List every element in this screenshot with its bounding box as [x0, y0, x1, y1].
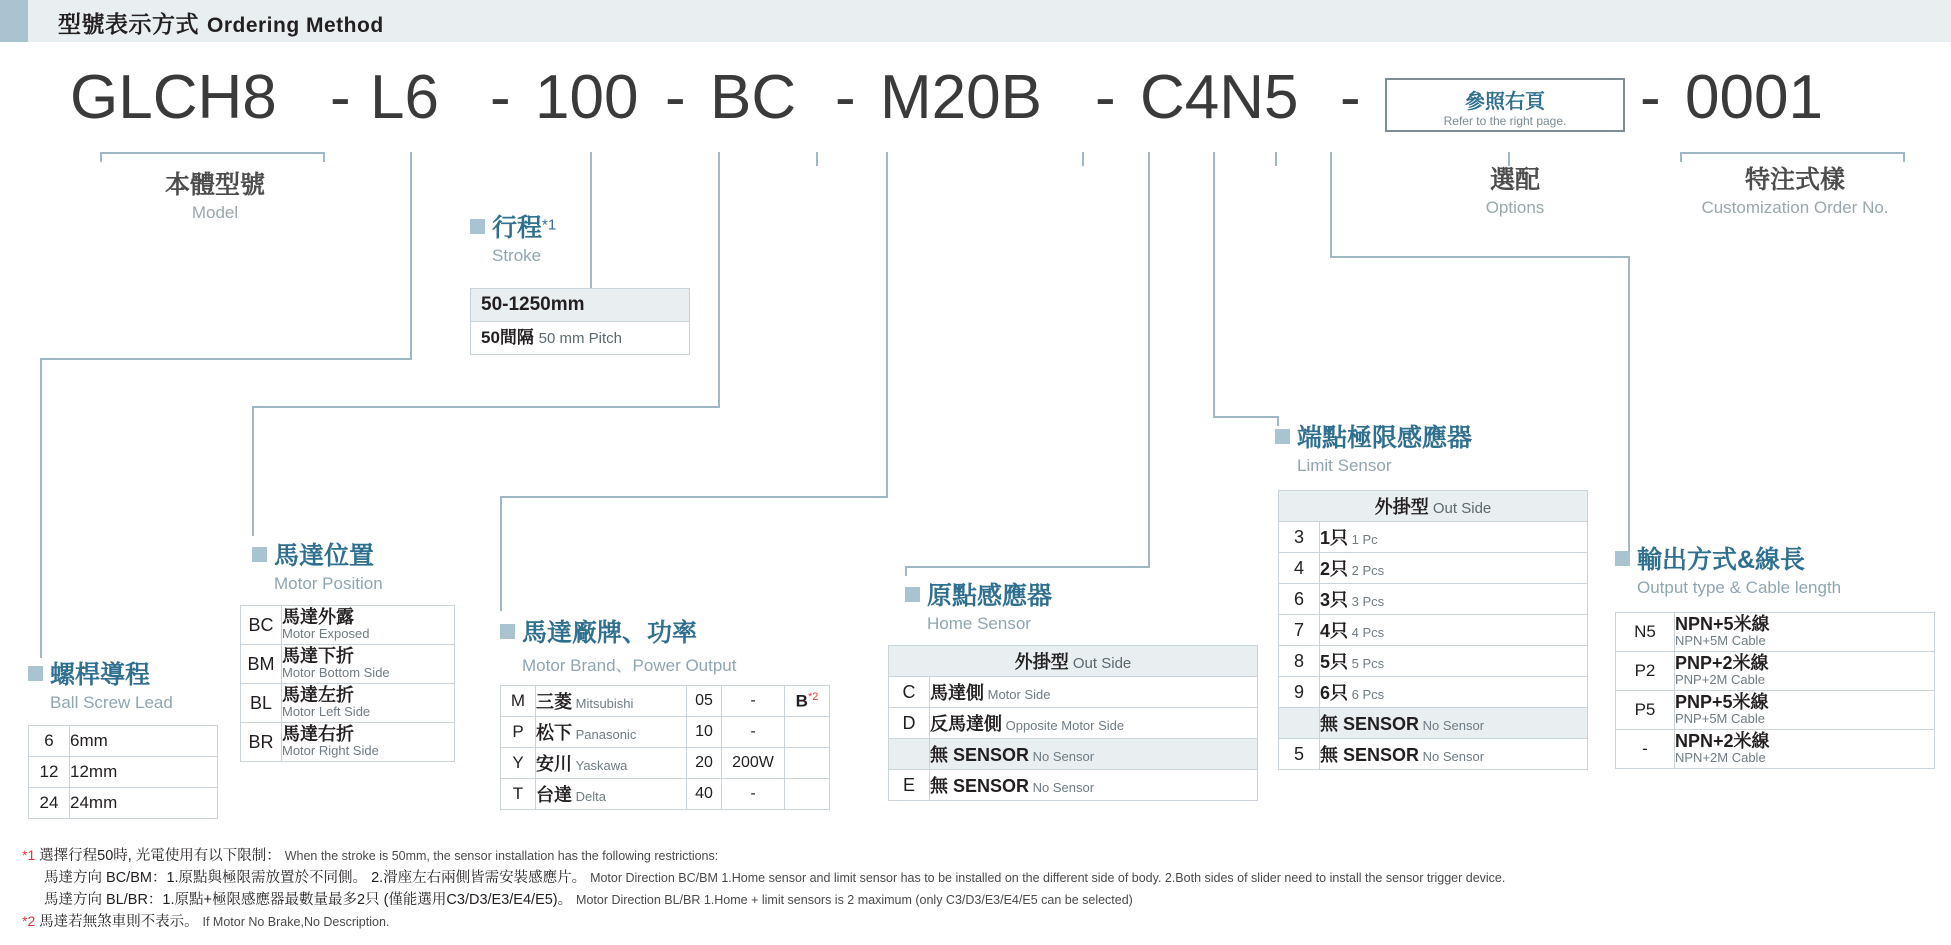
- table-cell-value: [1320, 584, 1588, 615]
- value-en: 3 Pcs: [1348, 594, 1385, 609]
- value-cn: 馬達下折: [282, 646, 354, 666]
- title-home-sensor-cn: 原點感應器: [927, 582, 1053, 610]
- table-row: [29, 788, 218, 819]
- table-cell-brand: [536, 779, 687, 810]
- table-row: [241, 606, 455, 645]
- table-cell-brand-key: M: [501, 686, 536, 717]
- value-en: PNP+2M Cable: [1675, 672, 1765, 687]
- brake-suffix-note: *2: [807, 690, 819, 703]
- table-row: [1279, 584, 1588, 615]
- limit-sensor-head-cn: 外掛型: [1374, 497, 1429, 517]
- ball-screw-table: [28, 725, 218, 819]
- table-cell-brand-key: P: [501, 717, 536, 748]
- table-row: [501, 686, 830, 717]
- code-part-model: GLCH8: [70, 63, 277, 132]
- leader-mp-h: [252, 406, 720, 408]
- table-row: [241, 723, 455, 762]
- footnote-en: Motor Direction BC/BM 1.Home sensor and limit sensor has to be installed on the different side of body. 2.Both sides of slider need to install the sensor trigger device.: [590, 871, 1506, 885]
- table-cell-power-value: -: [722, 686, 785, 717]
- table-row: [1616, 730, 1935, 769]
- value-cn: 無 SENSOR: [930, 776, 1030, 796]
- value-en: Motor Bottom Side: [282, 665, 390, 680]
- footnote-row: [22, 911, 1932, 933]
- limit-sensor-head-cell: [1279, 491, 1588, 522]
- table-cell-value: [1320, 553, 1588, 584]
- title-motor-position-cn: 馬達位置: [274, 542, 375, 570]
- model-code-line: [0, 62, 1951, 144]
- code-part-lead: L6: [370, 63, 439, 132]
- value-cn: 6只: [1320, 683, 1349, 703]
- title-stroke-en: Stroke: [492, 246, 542, 265]
- title-stroke-cn: 行程: [492, 214, 543, 242]
- title-limit-sensor: [1275, 418, 1472, 476]
- title-motor-position-en: Motor Position: [274, 574, 383, 593]
- title-options-cn: 選配: [1489, 166, 1540, 194]
- table-cell-key: E: [889, 770, 930, 801]
- value-en: PNP+5M Cable: [1675, 711, 1765, 726]
- table-cell-brand: [536, 717, 687, 748]
- code-part-stroke: 100: [535, 63, 639, 132]
- value-en: No Sensor: [1419, 749, 1485, 764]
- table-cell-value: [282, 606, 455, 645]
- bracket-model-left: [100, 152, 102, 162]
- table-cell-value: [1320, 522, 1588, 553]
- refer-box-en: Refer to the right page.: [1443, 114, 1567, 128]
- leader-out-h: [1330, 256, 1630, 258]
- footnote-row: [22, 845, 1932, 867]
- value-en: Motor Right Side: [282, 743, 379, 758]
- table-row: [1279, 646, 1588, 677]
- table-cell-brake-suffix: $B^{*2}$: [785, 686, 830, 717]
- title-limit-sensor-en: Limit Sensor: [1297, 456, 1392, 475]
- table-cell-key: 3: [1279, 522, 1320, 553]
- table-cell-key: [889, 739, 930, 770]
- table-cell-value: 24mm: [70, 788, 218, 819]
- table-cell-key: P2: [1616, 652, 1675, 691]
- table-cell-value: [1675, 730, 1935, 769]
- header-title-cn: 型號表示方式: [58, 11, 199, 37]
- value-en: Panasonic: [572, 727, 637, 742]
- limit-sensor-head-en: Out Side: [1432, 500, 1492, 517]
- value-en: 1 Pc: [1348, 532, 1378, 547]
- home-sensor-table: [888, 645, 1258, 801]
- motor-position-table: [240, 605, 455, 762]
- code-dash-1: -: [330, 63, 351, 132]
- bracket-sensor4: [1330, 152, 1332, 166]
- value-cn: 三菱: [536, 692, 572, 712]
- bullet-square-icon: [252, 547, 267, 562]
- title-motor-brand-en: Motor Brand、Power Output: [522, 656, 737, 675]
- value-cn: 馬達右折: [282, 724, 354, 744]
- table-cell-brand: [536, 748, 687, 779]
- table-row: [1616, 691, 1935, 730]
- table-cell-key: 9: [1279, 677, 1320, 708]
- stroke-pitch: [470, 322, 690, 355]
- table-cell-value: [282, 645, 455, 684]
- footnote-star: *2: [22, 913, 36, 929]
- title-motor-brand-cn: 馬達廠牌、功率: [522, 619, 698, 647]
- table-cell-power-value: -: [722, 717, 785, 748]
- leader-lead-v1: [410, 168, 412, 358]
- value-en: 6 Pcs: [1348, 687, 1385, 702]
- home-sensor-head-cn: 外掛型: [1014, 652, 1069, 672]
- title-output-cable-cn: 輸出方式&線長: [1637, 546, 1806, 574]
- table-cell-power-value: -: [722, 779, 785, 810]
- table-cell-value: [930, 739, 1258, 770]
- leader-mb-h: [500, 496, 888, 498]
- value-cn: 無 SENSOR: [930, 745, 1030, 765]
- output-cable-table: [1615, 612, 1935, 769]
- table-row: [889, 770, 1258, 801]
- leader-stroke-v: [590, 166, 592, 288]
- table-row: [29, 726, 218, 757]
- bullet-square-icon: [1275, 429, 1290, 444]
- code-part-motorpos: BC: [710, 63, 797, 132]
- title-limit-sensor-cn: 端點極限感應器: [1297, 424, 1473, 452]
- value-en: Motor Exposed: [282, 626, 370, 641]
- table-cell-key: P5: [1616, 691, 1675, 730]
- footnote-cn: 選擇行程50時, 光電使用有以下限制：: [39, 848, 281, 864]
- table-row: [889, 677, 1258, 708]
- motor-brand-table: [500, 685, 830, 810]
- section-header: [0, 0, 1951, 42]
- table-row: [1616, 613, 1935, 652]
- table-cell-key: D: [889, 708, 930, 739]
- bracket-motorpos: [718, 152, 720, 166]
- title-stroke: [470, 208, 556, 266]
- value-en: No Sensor: [1029, 749, 1095, 764]
- table-cell-brand-key: Y: [501, 748, 536, 779]
- leader-hs-h: [905, 566, 1150, 568]
- value-en: No Sensor: [1419, 718, 1485, 733]
- table-cell-key: 7: [1279, 615, 1320, 646]
- table-cell-value: 12mm: [70, 757, 218, 788]
- value-cn: 台達: [536, 785, 572, 805]
- table-cell-key: BR: [241, 723, 282, 762]
- table-row: [241, 645, 455, 684]
- table-row: [241, 684, 455, 723]
- table-cell-key: 12: [29, 757, 70, 788]
- leader-lead-h: [40, 358, 412, 360]
- table-cell-power-value: 200W: [722, 748, 785, 779]
- table-cell-value: [930, 770, 1258, 801]
- code-dash-7: -: [1640, 63, 1661, 132]
- table-cell-value: [930, 677, 1258, 708]
- title-motor-brand: [500, 613, 736, 676]
- table-cell-key: 6: [29, 726, 70, 757]
- value-cn: 無 SENSOR: [1320, 714, 1420, 734]
- title-custom: [1680, 160, 1910, 218]
- table-row: [889, 708, 1258, 739]
- table-cell-value: [930, 708, 1258, 739]
- leader-mp-v1: [718, 166, 720, 406]
- leader-mb-v1: [886, 166, 888, 496]
- value-en: 2 Pcs: [1348, 563, 1385, 578]
- code-dash-5: -: [1095, 63, 1116, 132]
- table-cell-key: 4: [1279, 553, 1320, 584]
- title-output-cable-en: Output type & Cable length: [1637, 578, 1842, 597]
- table-cell-key: BL: [241, 684, 282, 723]
- table-cell-brake-suffix: [785, 717, 830, 748]
- value-en: NPN+2M Cable: [1675, 750, 1766, 765]
- table-cell-value: [1675, 691, 1935, 730]
- bullet-square-icon: [470, 219, 485, 234]
- leader-out-v2: [1628, 256, 1630, 556]
- value-cn: 反馬達側: [930, 714, 1002, 734]
- bracket-stroke: [590, 152, 592, 166]
- header-title-en: Ordering Method: [207, 14, 384, 37]
- value-cn: 無 SENSOR: [1320, 745, 1420, 765]
- footnote-cn: 馬達方向 BL/BR：1.原點+極限感應器最數量最多2只 (僅能選用C3/D3/E3/E4/E5)。: [44, 892, 573, 908]
- table-cell-value: [1320, 615, 1588, 646]
- leader-out-v1: [1330, 166, 1332, 256]
- value-cn: 1只: [1320, 528, 1349, 548]
- value-cn: 馬達側: [930, 683, 984, 703]
- limit-sensor-head-row: [1279, 491, 1588, 522]
- stroke-pitch-en: 50 mm Pitch: [538, 330, 623, 347]
- table-row: [501, 717, 830, 748]
- title-stroke-sup: *1: [542, 216, 557, 234]
- value-cn: 5只: [1320, 652, 1349, 672]
- table-cell-key: 8: [1279, 646, 1320, 677]
- stroke-table: [470, 288, 690, 355]
- table-cell-key: 24: [29, 788, 70, 819]
- footnote-en: If Motor No Brake,No Description.: [202, 915, 390, 929]
- table-cell-brand: [536, 686, 687, 717]
- title-output-cable: [1615, 540, 1841, 598]
- value-cn: 馬達外露: [282, 607, 354, 627]
- table-row: [1279, 522, 1588, 553]
- table-cell-value: [1320, 739, 1588, 770]
- table-cell-value: [1320, 677, 1588, 708]
- bracket-lead: [410, 152, 412, 168]
- table-row: [501, 779, 830, 810]
- table-cell-power-key: 10: [687, 717, 722, 748]
- home-sensor-head-cell: [889, 646, 1258, 677]
- table-cell-value: [1320, 646, 1588, 677]
- value-en: 5 Pcs: [1348, 656, 1385, 671]
- bracket-motorbrand: [886, 152, 888, 166]
- table-row: [1279, 677, 1588, 708]
- bracket-sensor3: [1275, 152, 1277, 166]
- value-en: Motor Side: [984, 687, 1051, 702]
- bracket-sensor1: [1148, 152, 1150, 166]
- footnotes: [22, 845, 1932, 933]
- table-row: [501, 748, 830, 779]
- title-custom-cn: 特注式樣: [1744, 166, 1845, 194]
- table-row: [29, 757, 218, 788]
- table-row: [889, 739, 1258, 770]
- footnote-cn: 馬達方向 BC/BM：1.原點與極限需放置於不同側。 2.滑座左右兩側皆需安裝感應片。: [44, 870, 587, 886]
- bracket-motorpos2: [816, 152, 818, 166]
- table-cell-power-key: 05: [687, 686, 722, 717]
- value-cn: PNP+5米線: [1675, 692, 1769, 712]
- table-row: [1279, 553, 1588, 584]
- table-cell-value: [282, 723, 455, 762]
- title-ball-screw: [28, 655, 173, 713]
- header-accent-bar: [0, 0, 28, 42]
- footnote-row: [22, 867, 1932, 889]
- value-cn: 馬達左折: [282, 685, 354, 705]
- title-motor-position: [252, 536, 383, 594]
- bracket-model-right: [323, 152, 325, 162]
- bullet-square-icon: [905, 587, 920, 602]
- table-cell-power-key: 40: [687, 779, 722, 810]
- table-cell-key: BM: [241, 645, 282, 684]
- leader-hs-v1: [1148, 166, 1150, 566]
- value-cn: 4只: [1320, 621, 1349, 641]
- footnote-cn: 馬達若無煞車則不表示。: [39, 914, 199, 930]
- bracket-model: [100, 152, 325, 154]
- value-en: Motor Left Side: [282, 704, 371, 719]
- table-cell-key: 5: [1279, 739, 1320, 770]
- table-cell-value: [1320, 708, 1588, 739]
- table-row: [1279, 739, 1588, 770]
- code-part-motorbrand: M20B: [880, 63, 1042, 132]
- title-model-cn: 本體型號: [164, 171, 265, 199]
- limit-sensor-table: [1278, 490, 1588, 770]
- title-home-sensor-en: Home Sensor: [927, 614, 1031, 633]
- bullet-square-icon: [28, 666, 43, 681]
- value-en: 4 Pcs: [1348, 625, 1385, 640]
- footnote-en: Motor Direction BL/BR 1.Home + limit sensors is 2 maximum (only C3/D3/E3/E4/E5 can be selected): [576, 893, 1133, 907]
- table-row: [1616, 652, 1935, 691]
- title-model-en: Model: [191, 203, 239, 222]
- table-cell-key: -: [1616, 730, 1675, 769]
- footnote-row: [22, 889, 1932, 911]
- home-sensor-head-row: [889, 646, 1258, 677]
- title-options: [1430, 160, 1600, 218]
- leader-hs-v2: [905, 566, 907, 576]
- footnote-star: *1: [22, 847, 36, 863]
- value-cn: 安川: [536, 754, 572, 774]
- value-cn: 3只: [1320, 590, 1349, 610]
- table-cell-power-key: 20: [687, 748, 722, 779]
- table-cell-key: BC: [241, 606, 282, 645]
- leader-ls-v1: [1213, 166, 1215, 416]
- value-cn: 2只: [1320, 559, 1349, 579]
- refer-right-page-box: [1385, 78, 1625, 132]
- value-cn: PNP+2米線: [1675, 653, 1769, 673]
- refer-box-cn: 參照右頁: [1465, 91, 1545, 113]
- stroke-range: 50-1250mm: [470, 288, 690, 322]
- table-cell-brake-suffix: [785, 779, 830, 810]
- value-en: No Sensor: [1029, 780, 1095, 795]
- leader-lead-v2: [40, 358, 42, 658]
- table-cell-value: [1675, 613, 1935, 652]
- table-cell-brake-suffix: [785, 748, 830, 779]
- table-row: [1279, 615, 1588, 646]
- value-cn: 松下: [536, 723, 572, 743]
- table-cell-brand-key: T: [501, 779, 536, 810]
- bracket-sensor2: [1213, 152, 1215, 166]
- footnote-en: When the stroke is 50mm, the sensor installation has the following restrictions:: [284, 849, 719, 863]
- title-home-sensor: [905, 576, 1052, 634]
- value-en: Mitsubishi: [572, 696, 634, 711]
- stroke-pitch-cn: 50間隔: [481, 328, 534, 347]
- table-cell-key: N5: [1616, 613, 1675, 652]
- table-cell-key: [1279, 708, 1320, 739]
- title-ball-screw-en: Ball Screw Lead: [50, 693, 173, 712]
- bullet-square-icon: [1615, 551, 1630, 566]
- bracket-motorbrand2: [1082, 152, 1084, 166]
- code-dash-2: -: [490, 63, 511, 132]
- table-cell-value: [1675, 652, 1935, 691]
- title-model: [120, 165, 310, 223]
- header-title: [58, 6, 384, 39]
- leader-mb-v2: [500, 496, 502, 611]
- code-dash-3: -: [665, 63, 686, 132]
- value-en: Opposite Motor Side: [1002, 718, 1125, 733]
- code-dash-4: -: [835, 63, 856, 132]
- leader-ls-h: [1213, 416, 1279, 418]
- table-cell-key: 6: [1279, 584, 1320, 615]
- table-row: [1279, 708, 1588, 739]
- home-sensor-head-en: Out Side: [1072, 655, 1132, 672]
- value-en: Delta: [572, 789, 606, 804]
- bullet-square-icon: [500, 624, 515, 639]
- value-cn: NPN+5米線: [1675, 614, 1770, 634]
- title-options-en: Options: [1485, 198, 1545, 217]
- value-cn: NPN+2米線: [1675, 731, 1770, 751]
- leader-mp-v2: [252, 406, 254, 536]
- table-cell-value: 6mm: [70, 726, 218, 757]
- value-en: Yaskawa: [572, 758, 628, 773]
- title-ball-screw-cn: 螺桿導程: [50, 661, 151, 689]
- value-en: NPN+5M Cable: [1675, 633, 1766, 648]
- code-part-sensor: C4N5: [1140, 63, 1299, 132]
- title-custom-en: Customization Order No.: [1701, 198, 1889, 217]
- code-dash-6: -: [1340, 63, 1361, 132]
- table-cell-key: C: [889, 677, 930, 708]
- table-cell-value: [282, 684, 455, 723]
- bracket-custom: [1680, 152, 1905, 154]
- code-part-custom: 0001: [1685, 63, 1823, 132]
